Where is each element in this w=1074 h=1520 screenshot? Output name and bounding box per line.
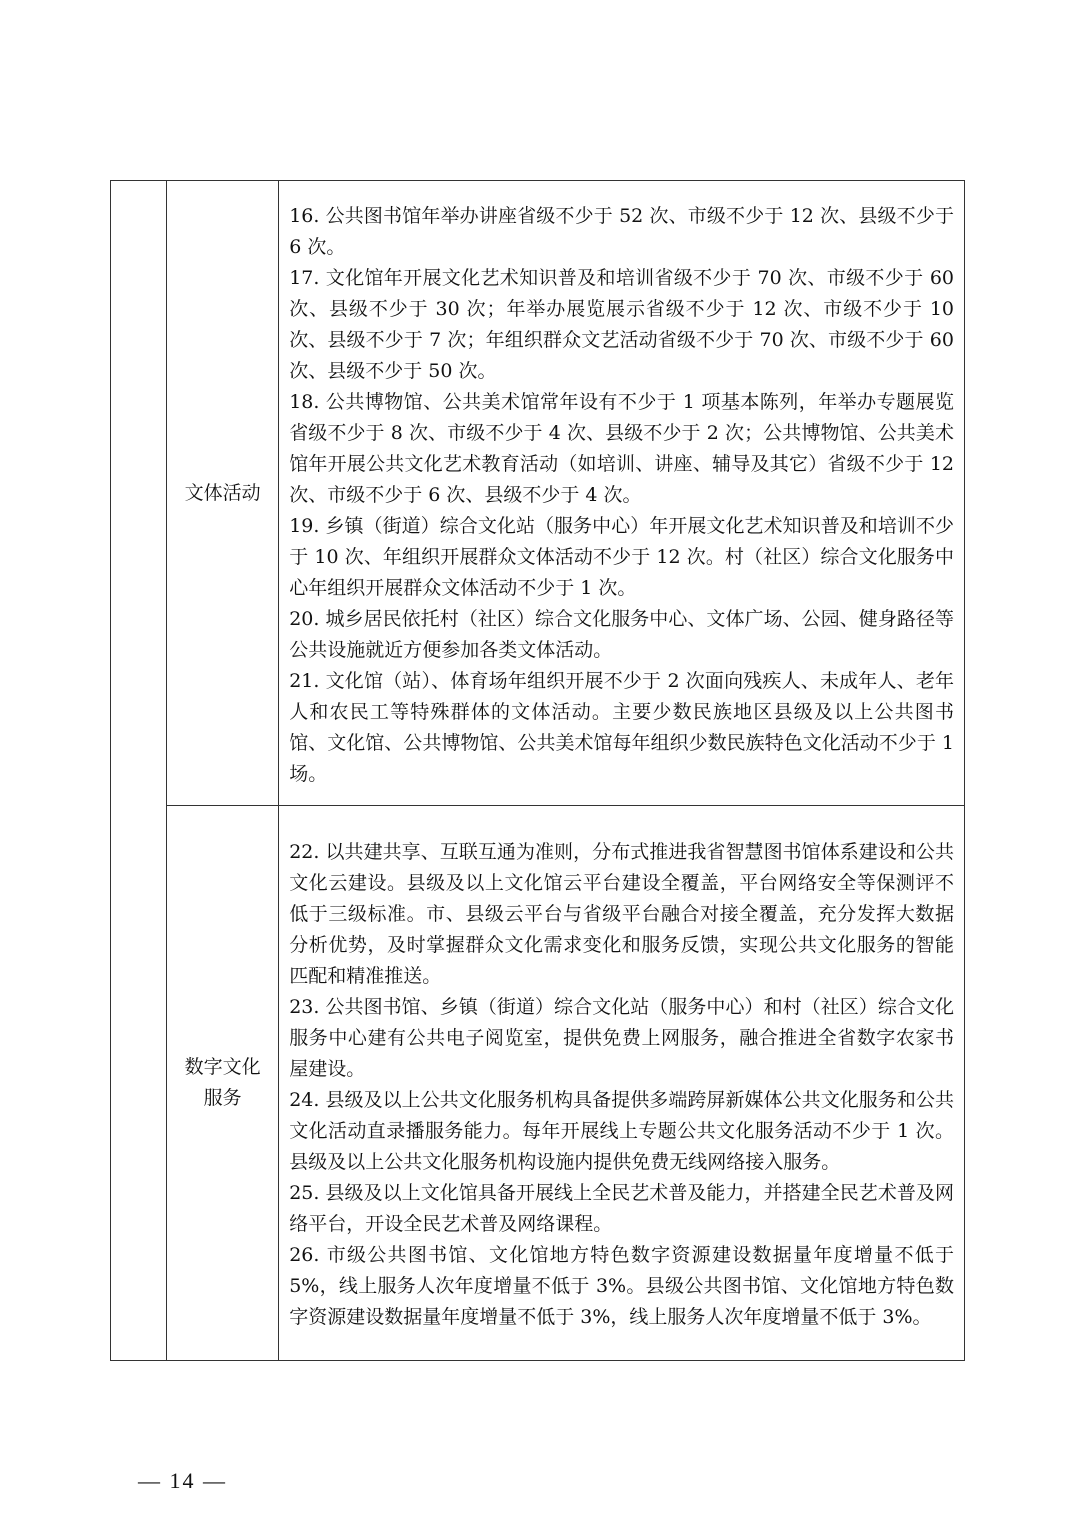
category-label-line-2: 服务 bbox=[203, 1087, 242, 1109]
list-item: 20. 城乡居民依托村（社区）综合文化服务中心、文体广场、公园、健身路径等公共设施就近方便参加各类文体活动。 bbox=[289, 607, 954, 661]
list-item: 23. 公共图书馆、乡镇（街道）综合文化站（服务中心）和村（社区）综合文化服务中心建有公共电子阅览室，提供免费上网服务，融合推进全省数字农家书屋建设。 bbox=[289, 996, 954, 1080]
outer-category-cell bbox=[111, 181, 167, 1361]
category-label-line-1: 数字文化 bbox=[184, 1056, 261, 1078]
list-item: 24. 县级及以上公共文化服务机构具备提供多端跨屏新媒体公共文化服务和公共文化活动直录播服务能力。每年开展线上专题公共文化服务活动不少于 1 次。县级及以上公共文化服务机构设施内提供免费无线网络接入服务。 bbox=[289, 1089, 954, 1173]
standards-table bbox=[110, 180, 965, 1361]
table-row bbox=[111, 181, 965, 806]
table-row bbox=[111, 806, 965, 1361]
category-label: 文体活动 bbox=[184, 481, 261, 504]
list-item: 18. 公共博物馆、公共美术馆常年设有不少于 1 项基本陈列，年举办专题展览省级不少于 8 次、市级不少于 4 次、县级不少于 2 次；公共博物馆、公共美术馆年开展公共文化艺术教育活动（如培训、讲座、辅导及其它）省级不少于 12 次、市级不少于 6 次、县级不少于 4 次。 bbox=[289, 390, 954, 506]
content-cell-cultural-sports bbox=[279, 181, 965, 806]
list-item: 16. 公共图书馆年举办讲座省级不少于 52 次、市级不少于 12 次、县级不少于 6 次。 bbox=[289, 204, 954, 258]
list-item: 25. 县级及以上文化馆具备开展线上全民艺术普及能力，并搭建全民艺术普及网络平台，开设全民艺术普及网络课程。 bbox=[289, 1182, 954, 1235]
category-cell-cultural-sports bbox=[167, 181, 279, 806]
page-number: — 14 — bbox=[138, 1468, 227, 1493]
list-item: 17. 文化馆年开展文化艺术知识普及和培训省级不少于 70 次、市级不少于 60 次、县级不少于 30 次；年举办展览展示省级不少于 12 次、市级不少于 10 次、县级不少于 7 次；年组织群众文艺活动省级不少于 70 次、市级不少于 60 次、县级不少于 50 次。 bbox=[289, 266, 954, 382]
content-cell-digital-culture bbox=[279, 806, 965, 1361]
list-item: 21. 文化馆（站）、体育场年组织开展不少于 2 次面向残疾人、未成年人、老年人和农民工等特殊群体的文体活动。主要少数民族地区县级及以上公共图书馆、文化馆、公共博物馆、公共美术馆每年组织少数民族特色文化活动不少于 1 场。 bbox=[289, 669, 954, 785]
list-item: 26. 市级公共图书馆、文化馆地方特色数字资源建设数据量年度增量不低于 5%，线上服务人次年度增量不低于 3%。县级公共图书馆、文化馆地方特色数字资源建设数据量年度增量不低于 3%，线上服务人次年度增量不低于 3%。 bbox=[289, 1244, 954, 1328]
list-item: 19. 乡镇（街道）综合文化站（服务中心）年开展文化艺术知识普及和培训不少于 10 次、年组织开展群众文体活动不少于 12 次。村（社区）综合文化服务中心年组织开展群众文体活动不少于 1 次。 bbox=[289, 514, 954, 599]
category-cell-digital-culture bbox=[167, 806, 279, 1361]
list-item: 22. 以共建共享、互联互通为准则，分布式推进我省智慧图书馆体系建设和公共文化云建设。县级及以上文化馆云平台建设全覆盖，平台网络安全等保测评不低于三级标准。市、县级云平台与省级平台融合对接全覆盖，充分发挥大数据分析优势，及时掌握群众文化需求变化和服务反馈，实现公共文化服务的智能匹配和精准推送。 bbox=[289, 841, 954, 987]
